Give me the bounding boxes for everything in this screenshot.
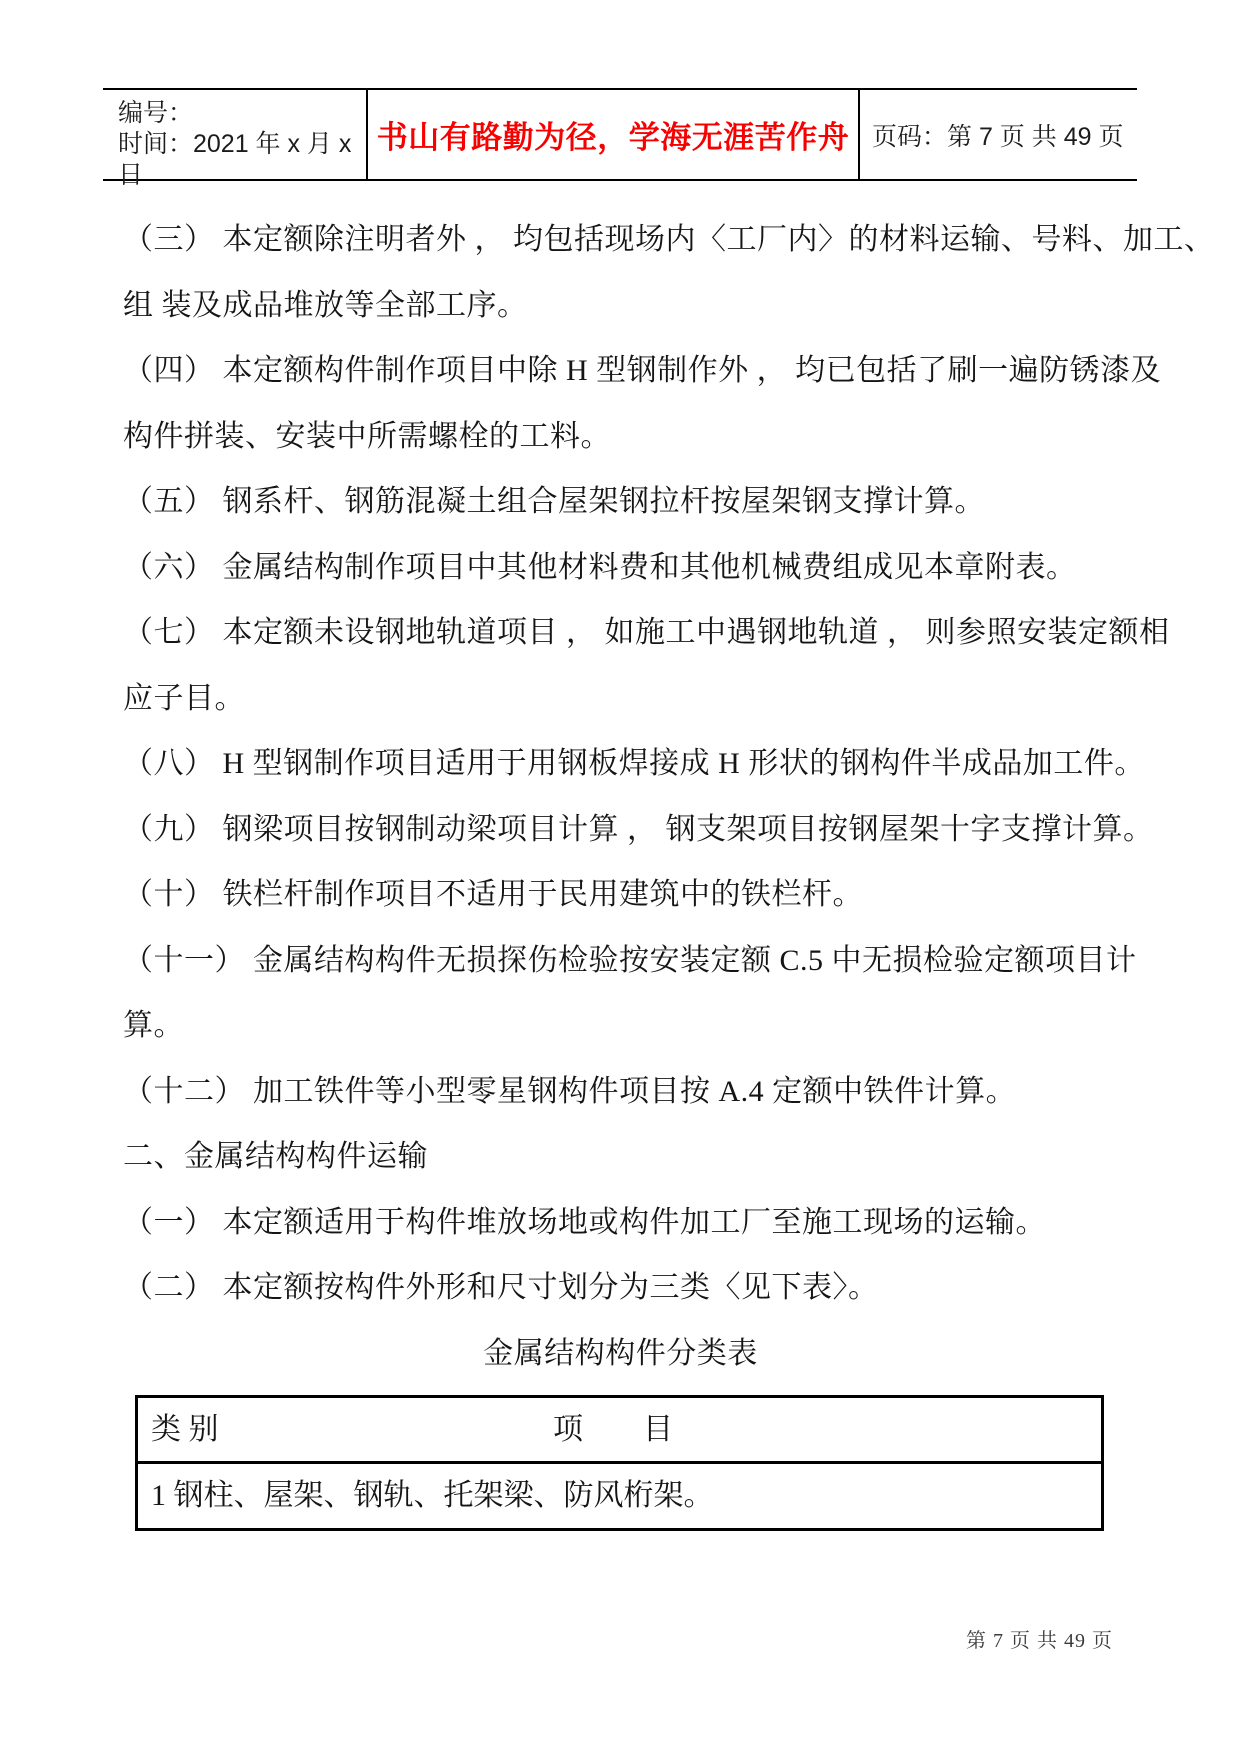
body-line: （四） 本定额构件制作项目中除 H 型钢制作外 ， 均已包括了刷一遍防锈漆及	[123, 354, 1162, 387]
body-line: （七） 本定额未设钢地轨道项目 ， 如施工中遇钢地轨道 ， 则参照安装定额相	[123, 616, 1170, 649]
body-line: （二） 本定额按构件外形和尺寸划分为三类〈见下表〉。	[123, 1271, 879, 1304]
header-table	[103, 88, 1137, 189]
body-line: 构件拼装、安装中所需螺栓的工料。	[123, 419, 611, 453]
header-slogan-cell	[366, 90, 858, 179]
body-line: （八） H 型钢制作项目适用于用钢板焊接成 H 形状的钢构件半成品加工件。	[123, 747, 1145, 780]
body-line: （六） 金属结构制作项目中其他材料费和其他机械费组成见本章附表。	[123, 550, 1077, 584]
header-page-number-cell	[858, 90, 1137, 179]
body-line: （十一） 金属结构构件无损探伤检验按安装定额 C.5 中无损检验定额项目计	[123, 943, 1137, 977]
page-number-label: 页码：第 7 页 共 49 页	[872, 122, 1124, 151]
page-footer: 第 7 页 共 49 页	[966, 1630, 1113, 1652]
header-number-time-cell	[103, 90, 366, 189]
body-line: （十二） 加工铁件等小型零星钢构件项目按 A.4 定额中铁件计算。	[123, 1074, 1017, 1108]
column-header-category: 类 别	[151, 1413, 219, 1446]
body-line: （一） 本定额适用于构件堆放场地或构件加工厂至施工现场的运输。	[123, 1205, 1046, 1239]
table-row: 1 钢柱、屋架、钢轨、托架梁、防风桁架。	[151, 1479, 714, 1512]
body-line: 组 装及成品堆放等全部工序。	[123, 288, 528, 322]
body-line: （九） 钢梁项目按钢制动梁项目计算 ， 钢支架项目按钢屋架十字支撑计算。	[123, 812, 1154, 846]
body-line: （十） 铁栏杆制作项目不适用于民用建筑中的铁栏杆。	[123, 878, 863, 911]
body-line: （三） 本定额除注明者外 ， 均包括现场内〈工厂内〉的材料运输、号料、加工、	[123, 223, 1215, 256]
document-number-label: 编号：	[118, 99, 194, 127]
body-text	[123, 207, 1215, 1386]
slogan-text: 书山有路勤为径，学海无涯苦作舟	[376, 120, 850, 155]
body-line: （五） 钢系杆、钢筋混凝土组合屋架钢拉杆按屋架钢支撑计算。	[123, 485, 985, 518]
document-time-label: 时间：2021 年 x 月 x 日	[118, 130, 352, 189]
classification-table	[135, 1395, 1104, 1531]
table-header-row	[138, 1398, 1101, 1464]
body-line: 应子目。	[123, 681, 245, 715]
table-title: 金属结构构件分类表	[483, 1336, 758, 1370]
section-heading: 二、金属结构构件运输	[123, 1140, 428, 1173]
column-header-item: 项 目	[553, 1413, 673, 1446]
body-line: 算。	[123, 1009, 184, 1042]
